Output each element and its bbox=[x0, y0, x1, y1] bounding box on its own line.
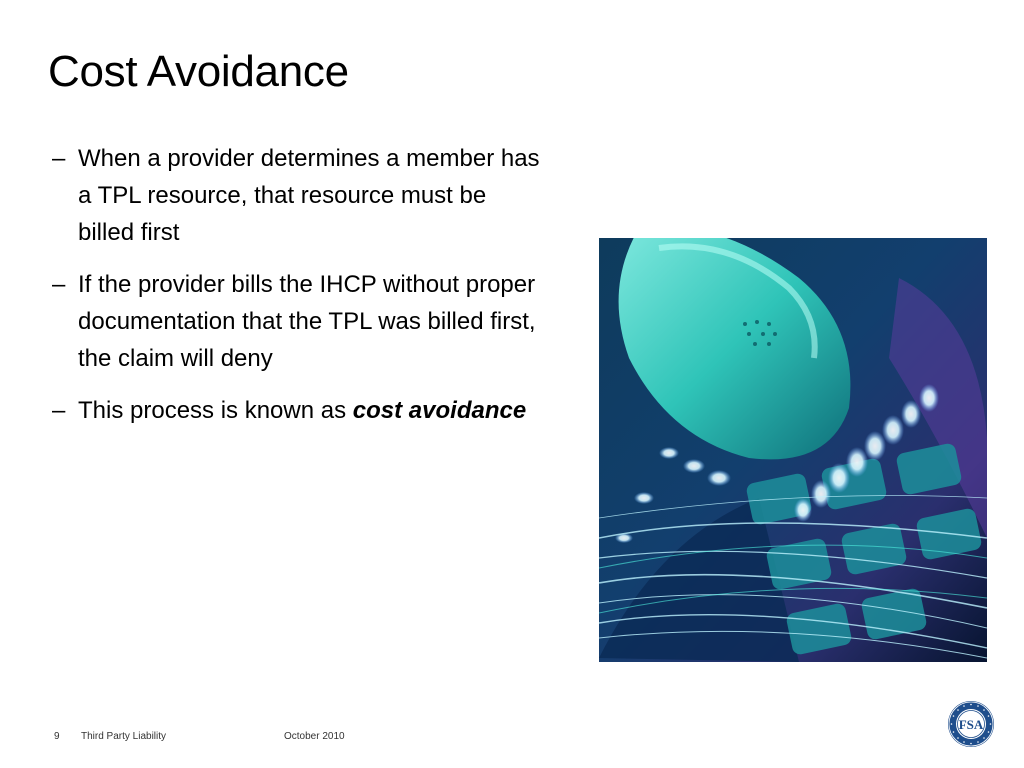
slide-title: Cost Avoidance bbox=[48, 47, 349, 96]
bullet-item bbox=[52, 392, 542, 429]
bullet-text: When a provider determines a member has a TPL resource, that resource must be billed first bbox=[78, 145, 540, 246]
svg-text:FSA: FSA bbox=[958, 717, 984, 732]
bullet-list bbox=[52, 140, 542, 444]
bullet-item bbox=[52, 140, 542, 251]
bullet-dash: – bbox=[52, 271, 66, 298]
bullet-dash: – bbox=[52, 397, 66, 424]
bullet-dash: – bbox=[52, 145, 66, 172]
fssa-seal-logo bbox=[947, 700, 995, 748]
footer-section: Third Party Liability bbox=[81, 731, 167, 742]
bullet-text: If the provider bills the IHCP without proper documentation that the TPL was billed first, the claim will deny bbox=[78, 271, 536, 372]
footer-date: October 2010 bbox=[284, 731, 345, 742]
bullet-text: This process is known as bbox=[78, 397, 353, 424]
bullet-emphasis: cost avoidance bbox=[352, 397, 527, 424]
page-number: 9 bbox=[54, 731, 60, 742]
bullet-item bbox=[52, 266, 542, 377]
telephone-photo bbox=[599, 238, 987, 662]
